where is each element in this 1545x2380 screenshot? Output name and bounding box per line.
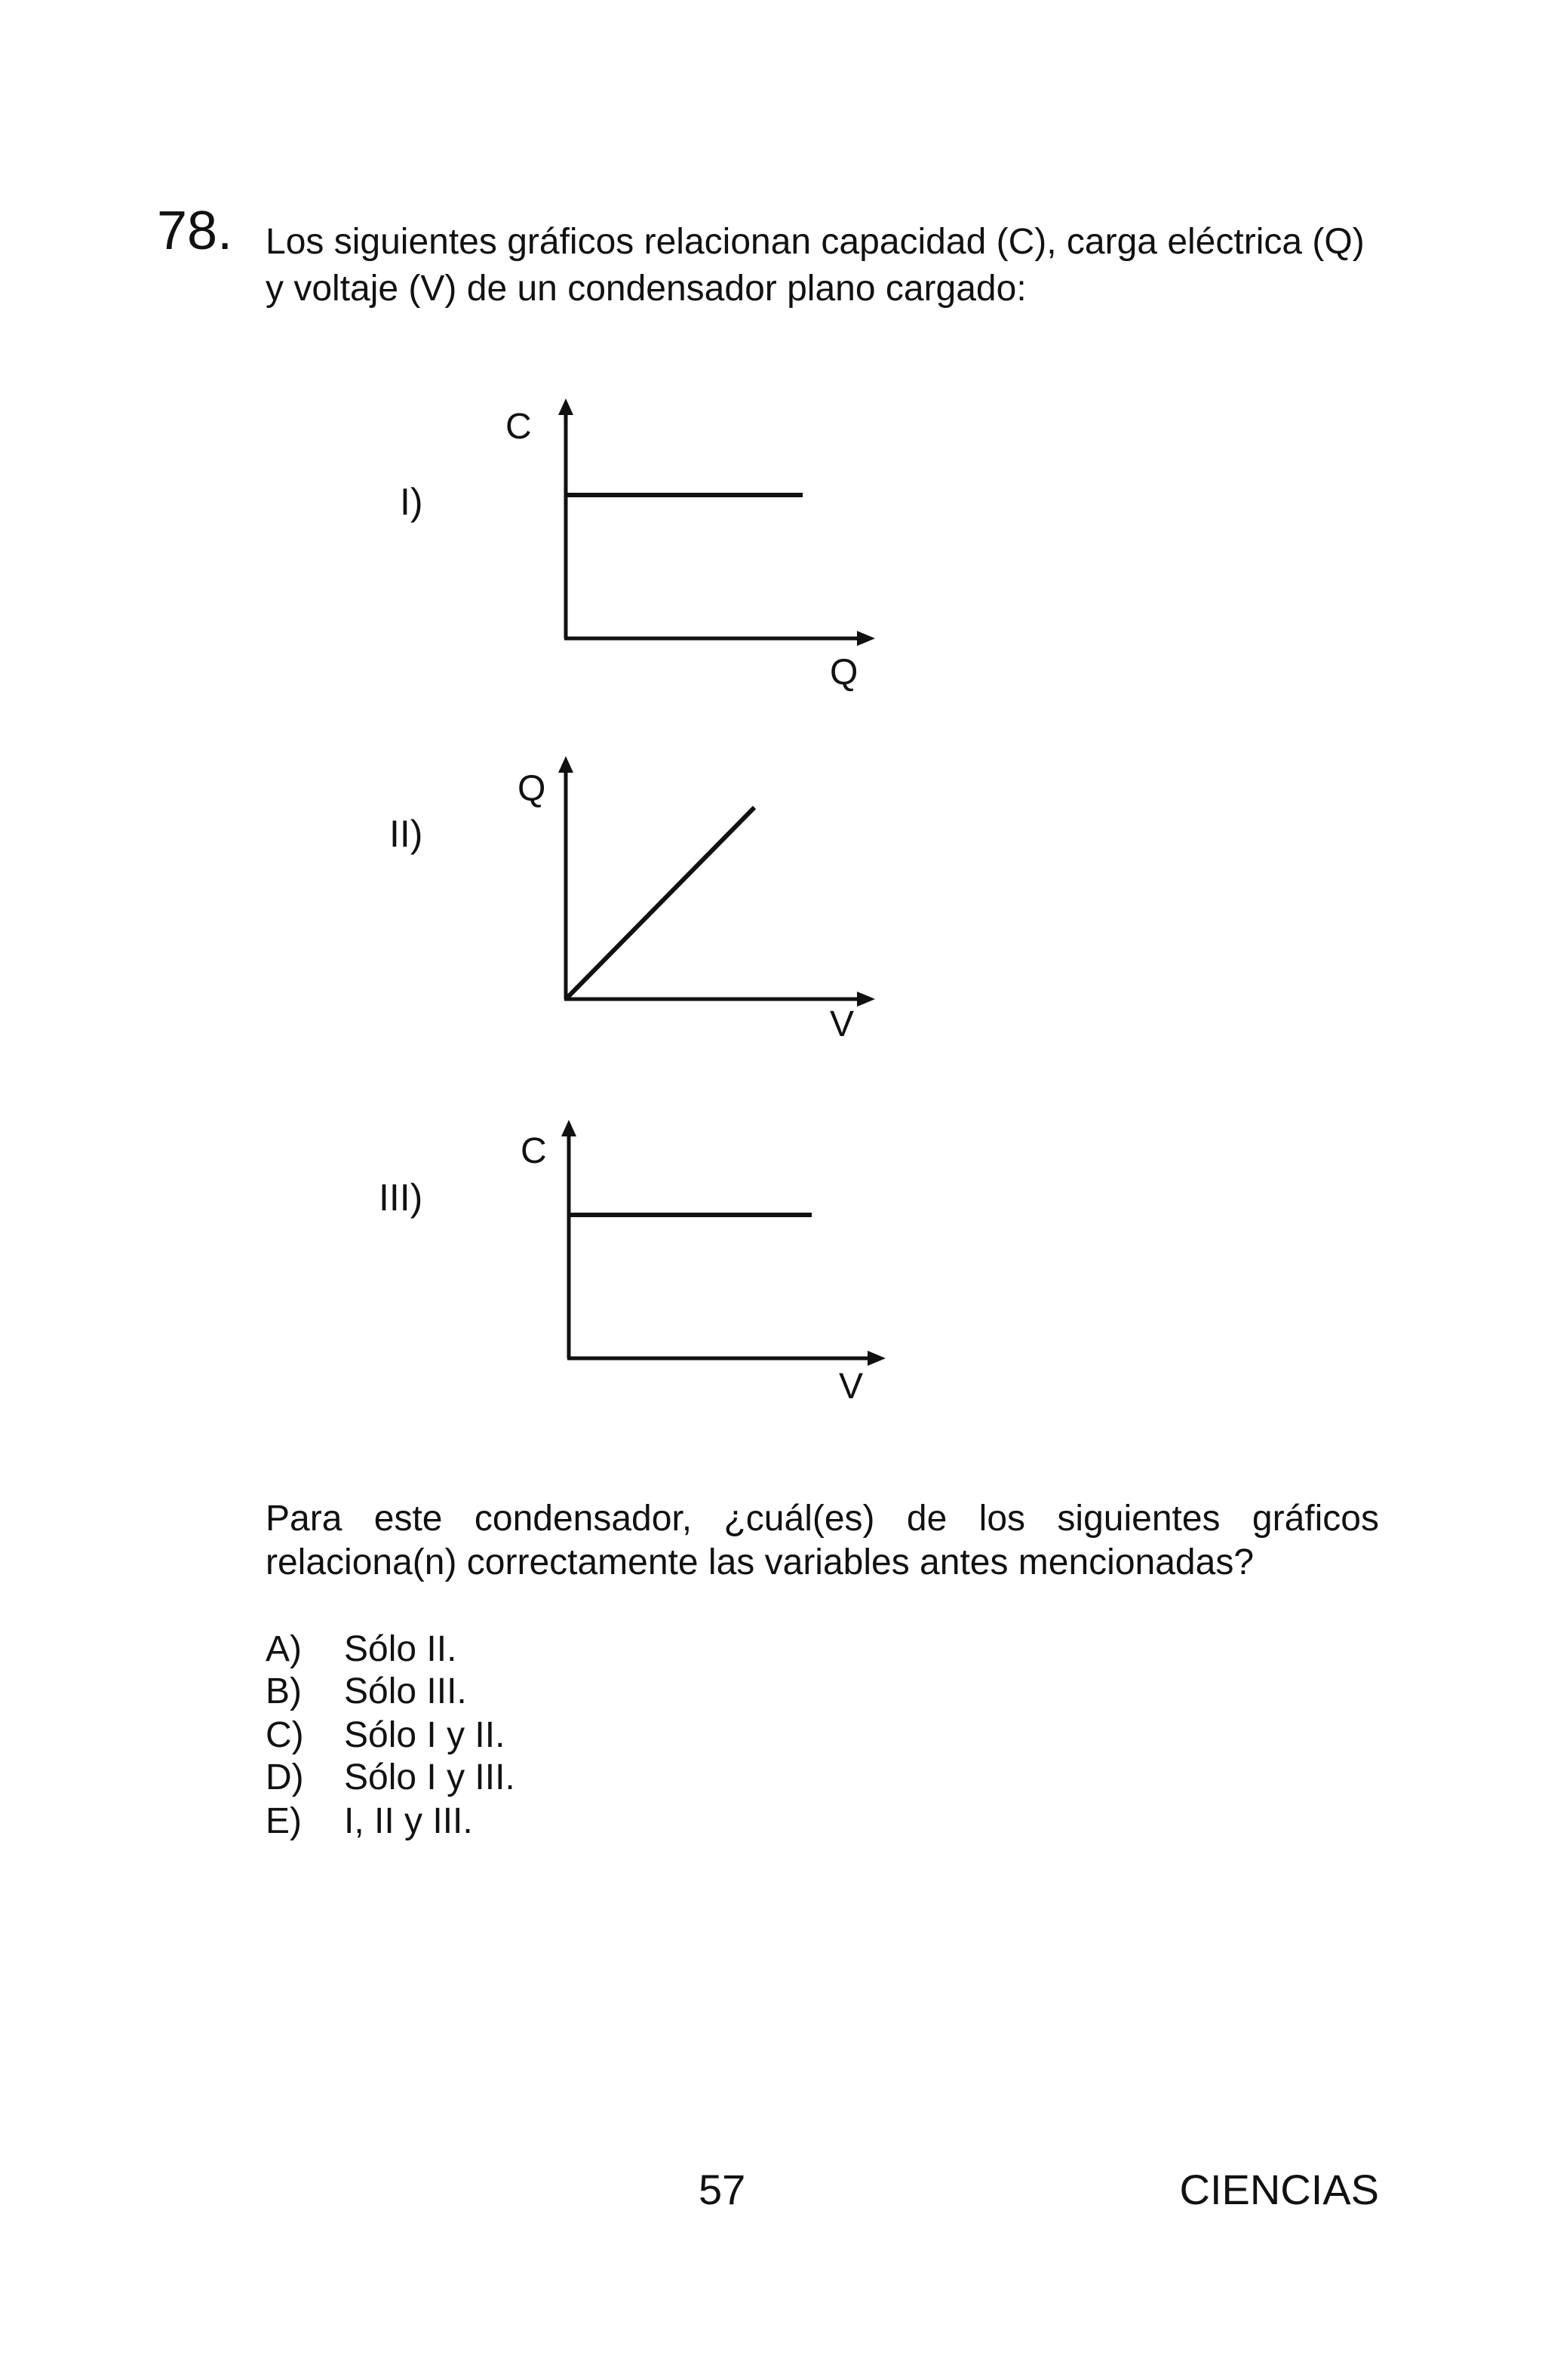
graph-3-x-axis-label: V (839, 1367, 864, 1407)
option-e-letter: E) (266, 1801, 302, 1841)
graph-3-y-axis-arrow (561, 1120, 576, 1136)
option-e-text: I, II y III. (344, 1801, 473, 1841)
graph-2-y-axis-label: Q (518, 769, 546, 809)
section-name: CIENCIAS (1179, 2166, 1379, 2213)
graph-3-y-axis-label: C (521, 1131, 547, 1171)
graph-2-x-axis-label: V (830, 1004, 855, 1044)
graph-1-y-axis-arrow (558, 398, 573, 415)
graph-1-label: I) (400, 481, 423, 523)
option-a-text: Sólo II. (344, 1629, 457, 1669)
graph-3-label: III) (379, 1176, 423, 1219)
option-d[interactable] (266, 1757, 515, 1797)
graph-2-y-axis-arrow (558, 756, 573, 773)
question-text: Para este condensador, ¿cuál(es) de los siguientes gráficos relaciona(n) correctamente las variables antes mencionadas? (266, 1499, 1379, 1582)
option-a[interactable] (266, 1631, 456, 1668)
option-b-text: Sólo III. (344, 1671, 467, 1711)
graph-1-y-axis-label: C (505, 407, 532, 447)
graph-1-x-axis-arrow (857, 631, 875, 646)
option-b-letter: B) (266, 1671, 302, 1711)
option-c-text: Sólo I y II. (344, 1715, 505, 1755)
question-prompt: Los siguientes gráficos relacionan capacidad (C), carga eléctrica (Q) y voltaje (V) de un condensador plano cargado: (266, 222, 1365, 309)
graph-3-plot (546, 1112, 893, 1369)
graph-1-plot (543, 392, 883, 649)
option-e[interactable] (266, 1803, 473, 1840)
option-c-letter: C) (266, 1715, 304, 1755)
graph-1-x-axis-label: Q (830, 653, 859, 693)
question-number: 78. (157, 201, 233, 261)
option-a-letter: A) (266, 1629, 302, 1669)
graph-3-x-axis-arrow (868, 1351, 886, 1366)
graph-2-label: II) (389, 813, 423, 855)
page-number: 57 (699, 2166, 746, 2213)
graph-2-plot (543, 749, 883, 1005)
option-d-letter: D) (266, 1757, 304, 1797)
option-c[interactable] (266, 1717, 505, 1754)
graph-2-curve (566, 807, 754, 999)
option-b[interactable] (266, 1671, 467, 1711)
option-d-text: Sólo I y III. (344, 1757, 515, 1797)
graph-2-x-axis-arrow (857, 992, 875, 1007)
